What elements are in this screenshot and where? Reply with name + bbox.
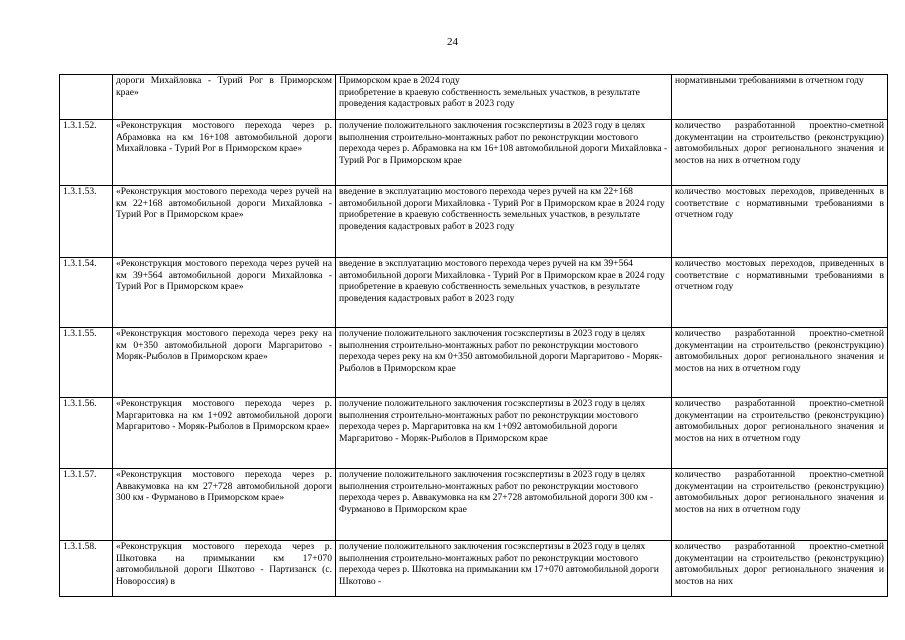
expected-result: [336, 75, 672, 120]
table-row: [60, 541, 888, 597]
activity-name: «Реконструкция мостового перехода через реку на км 0+350 автомобильной дороги Маргаритово - Моряк-Рыболов в Приморском крае»: [113, 328, 336, 398]
activity-name: «Реконструкция мостового перехода через р. Маргаритовка на км 1+092 автомобильной дороги Маргаритово - Моряк-Рыболов в Приморском крае»: [113, 398, 336, 469]
expected-result: [336, 186, 672, 258]
activities-table: [59, 74, 888, 597]
result-line: приобретение в краевую собственность земельных участков, в результате проведения кадастровых работ в 2023 году: [339, 86, 640, 110]
indicator: количество разработанной проектно-сметной документации на строительство (реконструкцию) автомобильных дорог регионального значения и мостов на них: [672, 541, 888, 597]
row-number: [60, 75, 113, 120]
activity-name: «Реконструкция мостового перехода через р. Аввакумовка на км 27+728 автомобильной дороги 300 км - Фурманово в Приморском крае»: [113, 469, 336, 541]
result-line: приобретение в краевую собственность земельных участков, в результате проведения кадастровых работ в 2023 году: [339, 281, 640, 304]
result-line: введение в эксплуатацию мостового перехода через ручей на км 22+168 автомобильной дороги Михайловка - Турий Рог в Приморском крае в 2024 году: [339, 186, 665, 209]
expected-result: [336, 258, 672, 328]
activity-name: дороги Михайловка - Турий Рог в Приморском крае»: [113, 75, 336, 120]
activity-name: «Реконструкция мостового перехода через ручей на км 39+564 автомобильной дороги Михайловка - Турий Рог в Приморском крае»: [113, 258, 336, 328]
result-line: получение положительного заключения госэкспертизы в 2023 году в целях выполнения строительно-монтажных работ по реконструкции мостового перехода через р. Маргаритовка на км 1+092 автомобильной дороги Маргаритово - Моряк-Рыболов в Приморском крае: [339, 398, 646, 444]
indicator: количество мостовых переходов, приведенных в соответствие с нормативными требованиями в отчетном году: [672, 186, 888, 258]
table-row: [60, 258, 888, 328]
result-line: получение положительного заключения госэкспертизы в 2023 году в целях выполнения строительно-монтажных работ по реконструкции мостового перехода через р. Аввакумовка на км 27+728 автомобильной дороги 300 км - Фурманово в Приморском крае: [339, 469, 654, 515]
row-number: 1.3.1.58.: [60, 541, 113, 597]
table-row: [60, 120, 888, 186]
expected-result: [336, 469, 672, 541]
table-row: [60, 75, 888, 120]
row-number: 1.3.1.52.: [60, 120, 113, 186]
indicator: нормативными требованиями в отчетном году: [672, 75, 888, 120]
indicator: количество разработанной проектно-сметной документации на строительство (реконструкцию) автомобильных дорог регионального значения и мостов на них в отчетном году: [672, 469, 888, 541]
indicator: количество разработанной проектно-сметной документации на строительство (реконструкцию) автомобильных дорог регионального значения и мостов на них в отчетном году: [672, 328, 888, 398]
page-number: 24: [447, 36, 458, 48]
indicator: количество разработанной проектно-сметной документации на строительство (реконструкцию) автомобильных дорог регионального значения и мостов на них в отчетном году: [672, 120, 888, 186]
row-number: 1.3.1.55.: [60, 328, 113, 398]
result-line: введение в эксплуатацию мостового перехода через ручей на км 39+564 автомобильной дороги Михайловка - Турий Рог в Приморском крае в 2024 году: [339, 258, 665, 281]
expected-result: [336, 120, 672, 186]
result-line: приобретение в краевую собственность земельных участков, в результате проведения кадастровых работ в 2023 году: [339, 209, 640, 232]
indicator: количество мостовых переходов, приведенных в соответствие с нормативными требованиями в отчетном году: [672, 258, 888, 328]
expected-result: [336, 398, 672, 469]
activity-name: «Реконструкция мостового перехода через р. Шкотовка на примыкании км 17+070 автомобильной дороги Шкотово - Партизанск (с. Новороссия) в: [113, 541, 336, 597]
table-row: [60, 398, 888, 469]
table-row: [60, 328, 888, 398]
activity-name: «Реконструкция мостового перехода через ручей на км 22+168 автомобильной дороги Михайловка - Турий Рог в Приморском крае»: [113, 186, 336, 258]
result-line: Приморском крае в 2024 году: [339, 75, 460, 86]
table-row: [60, 469, 888, 541]
row-number: 1.3.1.56.: [60, 398, 113, 469]
table-row: [60, 186, 888, 258]
indicator: количество разработанной проектно-сметной документации на строительство (реконструкцию) автомобильных дорог регионального значения и мостов на них в отчетном году: [672, 398, 888, 469]
expected-result: [336, 328, 672, 398]
activity-name: «Реконструкция мостового перехода через р. Абрамовка на км 16+108 автомобильной дороги Михайловка - Турий Рог в Приморском крае»: [113, 120, 336, 186]
row-number: 1.3.1.57.: [60, 469, 113, 541]
row-number: 1.3.1.53.: [60, 186, 113, 258]
result-line: получение положительного заключения госэкспертизы в 2023 году в целях выполнения строительно-монтажных работ по реконструкции мостового перехода через р. Шкотовка на примыкании км 17+070 автомобильной дороги Шкотово -: [339, 541, 659, 587]
row-number: 1.3.1.54.: [60, 258, 113, 328]
result-line: получение положительного заключения госэкспертизы в 2023 году в целях выполнения строительно-монтажных работ по реконструкции мостового перехода через р. Абрамовка на км 16+108 автомобильной дороги Михайловка - Турий Рог в Приморском крае: [339, 120, 668, 166]
expected-result: [336, 541, 672, 597]
result-line: получение положительного заключения госэкспертизы в 2023 году в целях выполнения строительно-монтажных работ по реконструкции мостового перехода через реку на км 0+350 автомобильной дороги Маргаритово - Моряк-Рыболов в Приморском крае: [339, 328, 663, 374]
